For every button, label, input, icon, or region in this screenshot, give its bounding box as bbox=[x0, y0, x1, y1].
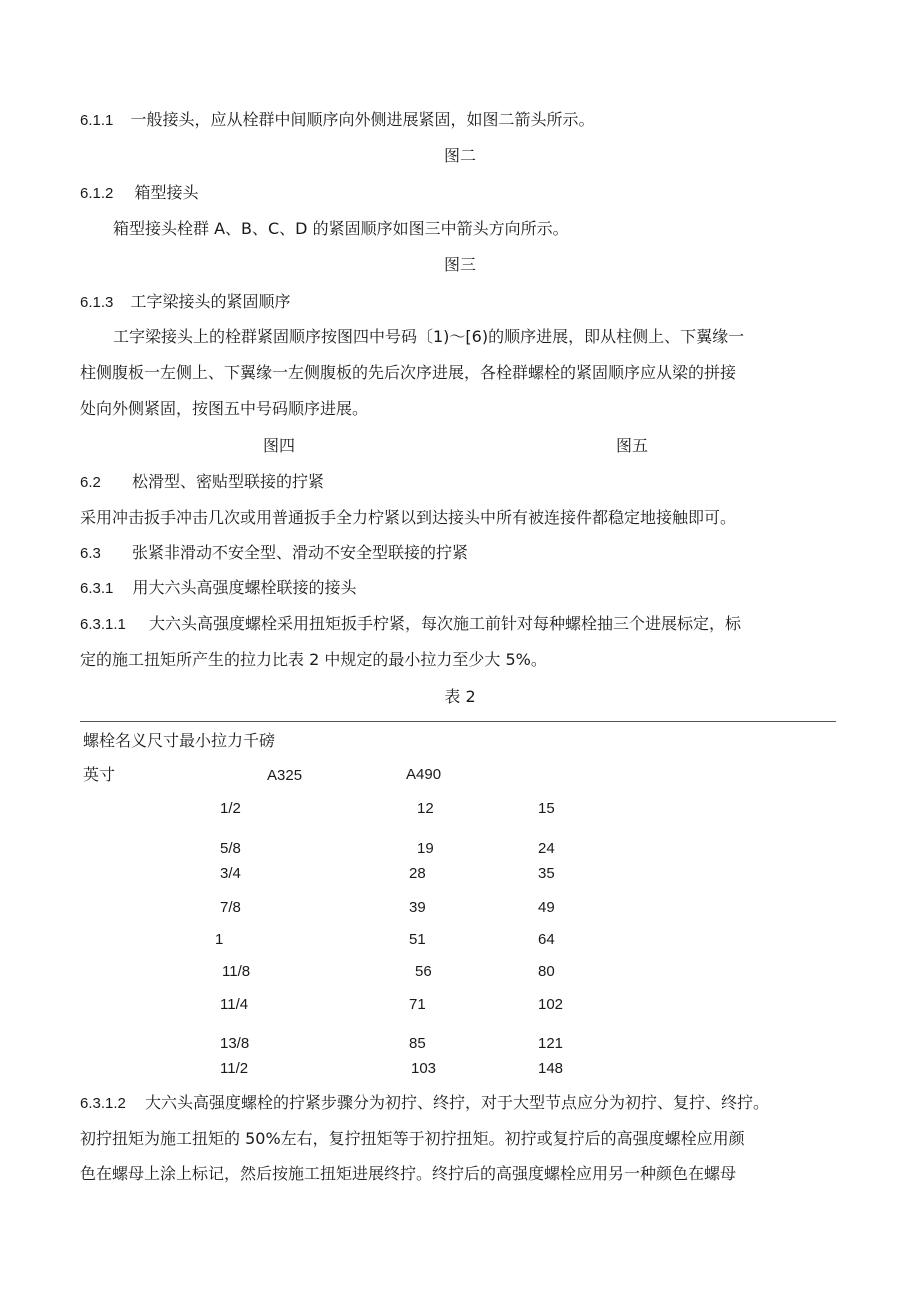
table-cell-a325: 85 bbox=[409, 1035, 426, 1052]
section-6-3 bbox=[80, 543, 468, 564]
table-caption: 螺栓名义尺寸最小拉力千磅 bbox=[83, 731, 276, 750]
table-cell-a490: 35 bbox=[538, 865, 555, 882]
figure-5-caption: 图五 bbox=[616, 436, 649, 455]
table-cell-size: 3/4 bbox=[220, 865, 241, 882]
section-text: 用大六头高强度螺栓联接的接头 bbox=[132, 578, 357, 597]
table-cell-size: 11/8 bbox=[222, 963, 251, 980]
section-text: 大六头高强度螺栓采用扭矩扳手柠紧，每次施工前针对每种螺栓抽三个进展标定，标 bbox=[148, 614, 741, 633]
table-header-a490: A490 bbox=[406, 766, 442, 783]
section-6-2 bbox=[80, 472, 324, 493]
section-6-3-1-2-body-line-2: 色在螺母上涂上标记，然后按施工扭矩进展终拧。终拧后的高强度螺栓应用另一种颜色在螺母 bbox=[80, 1164, 737, 1183]
table-cell-a490: 102 bbox=[538, 996, 564, 1013]
table-cell-a490: 64 bbox=[538, 931, 555, 948]
table-cell-size: 1 bbox=[215, 931, 224, 948]
section-6-1-3-body-line-1: 工字梁接头上的栓群紧固顺序按图四中号码〔1)～[6)的顺序进展，即从柱侧上、下翼缘一 bbox=[113, 327, 745, 346]
table-cell-a490: 121 bbox=[538, 1035, 564, 1052]
section-6-1-3 bbox=[80, 292, 290, 313]
figure-2-caption: 图二 bbox=[443, 146, 476, 165]
section-text: 一般接头，应从栓群中间顺序向外侧进展紧固，如图二箭头所示。 bbox=[130, 110, 595, 129]
section-6-3-1-2-body-line-1: 初拧扭矩为施工扭矩的 50%左右，复拧扭矩等于初拧扭矩。初拧或复拧后的高强度螺栓应用颜 bbox=[80, 1129, 745, 1148]
section-number: 6.2 bbox=[80, 474, 101, 491]
table-cell-a325: 28 bbox=[409, 865, 426, 882]
table-cell-a325: 39 bbox=[409, 899, 426, 916]
section-text: 大六头高强度螺栓的拧紧步骤分为初拧、终拧，对于大型节点应分为初拧、复拧、终拧。 bbox=[144, 1093, 769, 1112]
section-number: 6.1.2 bbox=[80, 185, 114, 202]
section-6-1-1 bbox=[80, 110, 594, 131]
section-6-1-2 bbox=[80, 183, 198, 204]
table-cell-a490: 24 bbox=[538, 840, 555, 857]
table-cell-size: 13/8 bbox=[220, 1035, 250, 1052]
table-cell-size: 11/2 bbox=[220, 1060, 249, 1077]
table-cell-a490: 49 bbox=[538, 899, 555, 916]
table-cell-a325: 51 bbox=[409, 931, 426, 948]
section-6-1-3-body-line-2: 柱侧腹板一左侧上、下翼缘一左侧腹板的先后次序进展，各栓群螺栓的紧固顺序应从梁的拼接 bbox=[80, 363, 737, 382]
figure-3-caption: 图三 bbox=[443, 255, 476, 274]
table-cell-size: 1/2 bbox=[220, 800, 241, 817]
table-header-inch: 英寸 bbox=[83, 765, 116, 784]
section-text: 松滑型、密贴型联接的拧紧 bbox=[131, 472, 324, 491]
section-6-3-1-2 bbox=[80, 1093, 769, 1114]
section-6-1-3-body-line-3: 处向外侧紧固，按图五中号码顺序进展。 bbox=[80, 399, 369, 418]
section-6-3-1 bbox=[80, 578, 356, 599]
table-top-rule bbox=[80, 721, 836, 722]
figure-4-caption: 图四 bbox=[263, 436, 296, 455]
table-cell-a490: 15 bbox=[538, 800, 555, 817]
section-text: 工字梁接头的紧固顺序 bbox=[130, 292, 291, 311]
section-6-1-2-body: 箱型接头栓群 A、B、C、D 的紧固顺序如图三中箭头方向所示。 bbox=[113, 219, 569, 238]
section-text: 张紧非滑动不安全型、滑动不安全型联接的拧紧 bbox=[131, 543, 468, 562]
section-text: 箱型接头 bbox=[134, 183, 199, 202]
table-cell-a325: 103 bbox=[411, 1060, 437, 1077]
table-cell-size: 11/4 bbox=[220, 996, 249, 1013]
section-6-3-1-1 bbox=[80, 614, 741, 635]
table-cell-a490: 80 bbox=[538, 963, 555, 980]
table-title: 表 2 bbox=[444, 687, 476, 706]
table-cell-size: 5/8 bbox=[220, 840, 241, 857]
section-number: 6.3.1.2 bbox=[80, 1095, 126, 1112]
table-cell-a490: 148 bbox=[538, 1060, 564, 1077]
table-cell-a325: 19 bbox=[417, 840, 434, 857]
table-cell-size: 7/8 bbox=[220, 899, 241, 916]
table-cell-a325: 71 bbox=[409, 996, 426, 1013]
table-cell-a325: 56 bbox=[415, 963, 432, 980]
section-number: 6.1.1 bbox=[80, 112, 114, 129]
section-number: 6.3.1.1 bbox=[80, 616, 126, 633]
section-number: 6.3.1 bbox=[80, 580, 114, 597]
section-6-3-1-1-body: 定的施工扭矩所产生的拉力比表 2 中规定的最小拉力至少大 5%。 bbox=[80, 650, 547, 669]
section-number: 6.3 bbox=[80, 545, 101, 562]
table-header-a325: A325 bbox=[267, 767, 303, 784]
table-cell-a325: 12 bbox=[417, 800, 434, 817]
section-6-2-body: 采用冲击扳手冲击几次或用普通扳手全力柠紧以到达接头中所有被连接件都稳定地接触即可。 bbox=[80, 508, 737, 527]
section-number: 6.1.3 bbox=[80, 294, 114, 311]
